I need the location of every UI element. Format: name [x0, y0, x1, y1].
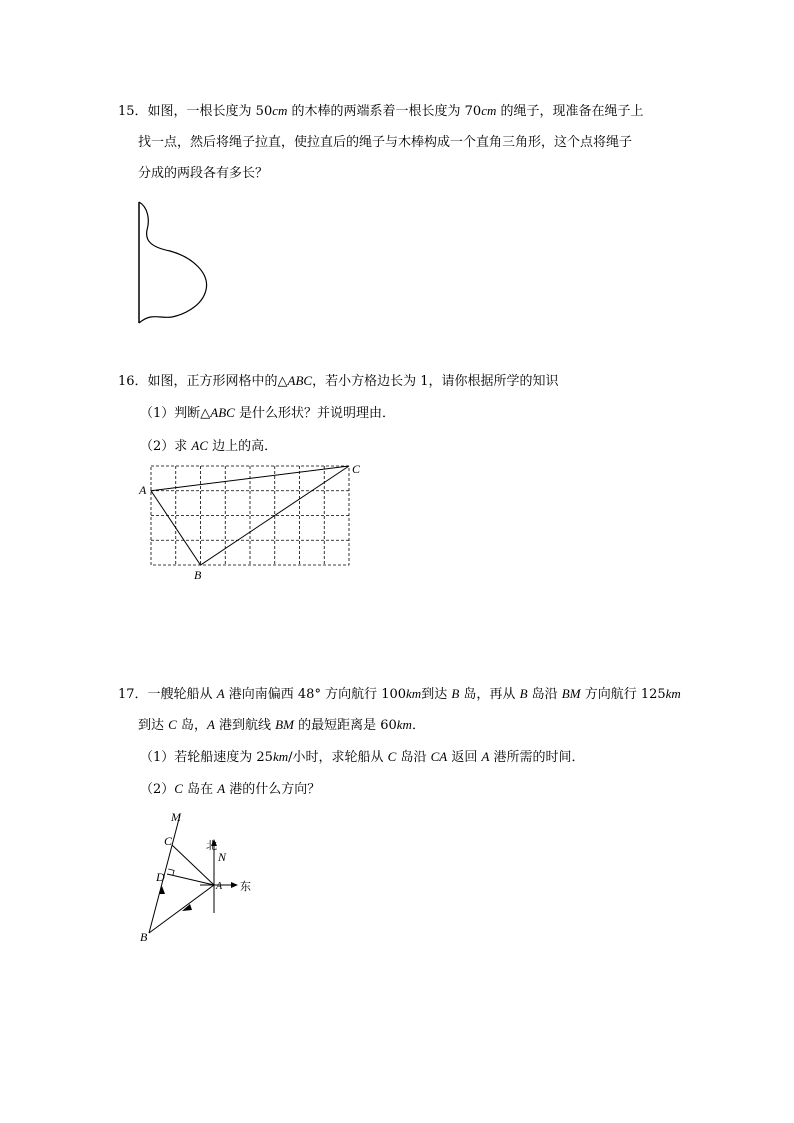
rope	[139, 202, 207, 323]
east-arrowhead	[231, 882, 238, 888]
q15-line-2: 找一点，然后将绳子拉直，使拉直后的绳子与木棒构成一个直角三角形，这个点将绳子	[138, 135, 633, 150]
label-c: C	[164, 834, 173, 848]
line-ad	[167, 874, 214, 885]
q15-line-1: 15．如图，一根长度为 50cm 的木棒的两端系着一根长度为 70cm 的绳子，现准备在绳子上	[118, 103, 644, 119]
q17-figure	[130, 805, 270, 950]
q16-line-1: 16．如图，正方形网格中的△ABC，若小方格边长为 1，请你根据所学的知识	[118, 373, 559, 389]
q16-sub-1: （1）判断△ABC 是什么形状？并说明理由．	[140, 405, 395, 421]
q15-line-3: 分成的两段各有多长？	[138, 166, 269, 181]
label-b: B	[140, 930, 148, 944]
q17-line-1: 17．一艘轮船从 A 港向南偏西 48° 方向航行 100km到达 B 岛，再从 B 岛沿 BM 方向航行 125km	[118, 686, 681, 702]
label-d: D	[156, 870, 165, 884]
q17-sub-1: （1）若轮船速度为 25km/小时，求轮船从 C 岛沿 CA 返回 A 港所需的时间．	[140, 749, 585, 765]
label-n: N	[218, 850, 227, 864]
triangle-abc	[151, 466, 349, 565]
grid	[151, 466, 349, 565]
label-a: A	[216, 881, 223, 892]
line-ab	[149, 885, 214, 933]
label-b: B	[194, 568, 202, 582]
q16-sub-2: （2）求 AC 边上的高．	[140, 438, 278, 454]
label-c: C	[352, 462, 361, 476]
q17-line-2: 到达 C 岛，A 港到航线 BM 的最短距离是 60km．	[138, 717, 425, 733]
label-east: 东	[240, 880, 251, 893]
q17-sub-2: （2）C 岛在 A 港的什么方向？	[140, 781, 321, 797]
q16-figure	[136, 458, 366, 583]
label-a: A	[139, 483, 147, 497]
label-m: M	[171, 810, 181, 824]
q15-figure	[130, 195, 220, 330]
label-north: 北	[206, 839, 217, 852]
